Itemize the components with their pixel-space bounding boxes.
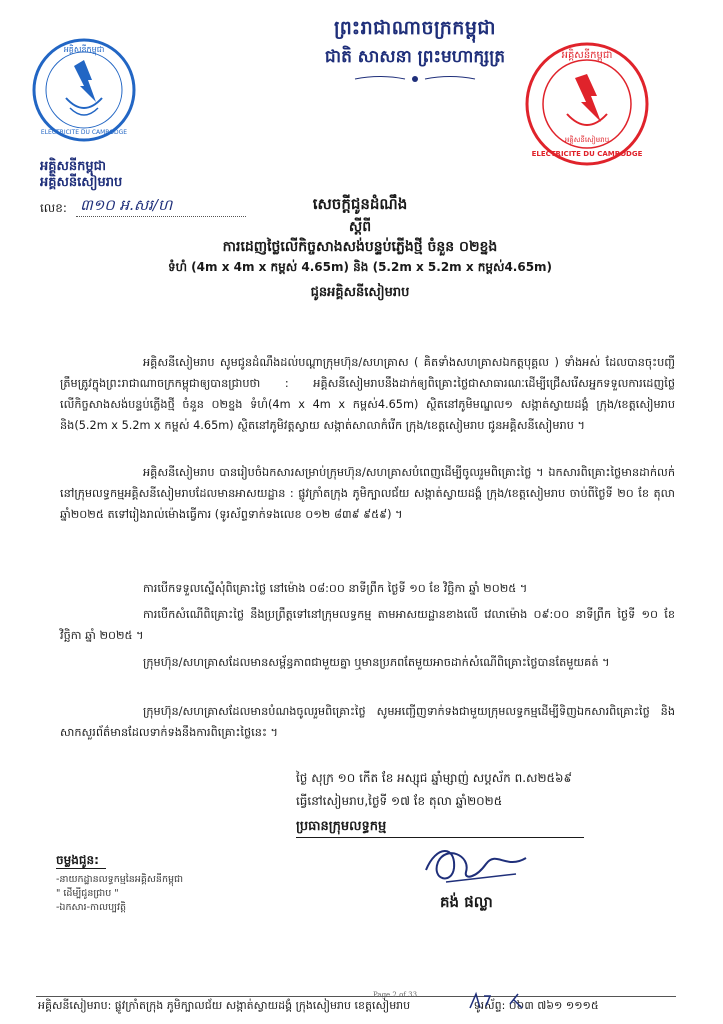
copy-to-item: " ដើម្បីជូនជ្រាប ": [56, 888, 119, 899]
motto-ornament: [350, 74, 480, 84]
logo-text: ELECTRICITE DU CAMBODGE: [40, 129, 128, 136]
body-paragraph-1: អគ្គិសនីសៀមរាប សូមជូនដំណឹងដល់បណ្តាក្រុមហ៊ុន/សហគ្រាស ( គិតទាំងសហគ្រាសឯកត្តបុគ្គល ) ទាំងអស់ ដែលបានចុះបញ្ជីត្រឹមត្រូវក្នុងព្រះរាជាណាចក្រកម្ពុជាឲ្យបានជ្រាបថា : អគ្គិសនីសៀមរាបនឹងដាក់ឲ្យពិគ្រោះថ្លៃជាសាធារណៈដើម្បីជ្រើសរើសអ្នកទទួលការដេញថ្លៃលើកិច្ចសាងសង់បន្ទប់ភ្លើងថ្មី ចំនួន ០២ខ្នង ទំហំ(4m x 4m x កម្ពស់4.65m) ស្ថិតនៅភូមិមណ្ឌល១ សង្កាត់ស្វាយដង្គំ ក្រុង/ខេត្តសៀមរាប និង(5.2m x 5.2m x កម្ពស់ 4.65m) ស្ថិតនៅភូមិវត្តស្វាយ សង្កាត់សាលាកំរើក ក្រុង/ខេត្តសៀមរាប ជូនអគ្គិសនីសៀមរាប ។: [60, 356, 675, 432]
body-paragraph-5: ក្រុមហ៊ុន/សហគ្រាសដែលមានសម្ព័ន្ធភាពជាមួយគ្នា ឬមានប្រភពតែមួយអាចដាក់សំណើពិគ្រោះថ្លៃបានតែមួយគត់ ។: [143, 656, 610, 669]
footer-divider: [36, 996, 676, 997]
body-paragraph-3: ការបើកទទួលស្នើសុំពិគ្រោះថ្លៃ នៅម៉ោង ០៨:០០ នាទីព្រឹក ថ្ងៃទី ១០ ខែ វិច្ឆិកា ឆ្នាំ ២០២៥ ។: [143, 582, 528, 595]
copy-to-item: -នាយកដ្ឋានលទ្ធកម្មនៃអគ្គិសនីកម្ពុជា: [56, 874, 184, 885]
body-paragraph-6: ក្រុមហ៊ុន/សហគ្រាសដែលមានបំណងចូលរួមពិគ្រោះថ្លៃ សូមអញ្ជើញទាក់ទងជាមួយក្រុមលទ្ធកម្មដើម្បីទិញឯកសារពិគ្រោះថ្លៃ និងសាកសួរព័ត៌មានដែលទាក់ទងនឹងការពិគ្រោះថ្លៃនេះ ។: [60, 705, 675, 739]
signer-title-underline: [296, 837, 584, 838]
notice-title: សេចក្តីជូនដំណឹង: [312, 195, 408, 213]
organization-name: អគ្គិសនីកម្ពុជា: [40, 159, 107, 174]
organization-branch: អគ្គិសនីសៀមរាប: [40, 175, 123, 190]
lunar-date: ថ្ងៃ សុក្រ ១០ កើត ខែ អស្សុជ ឆ្នាំម្សាញ់ សប្តស័ក ព.ស២៥៦៩: [296, 771, 573, 785]
page-initials-icon: [466, 990, 536, 1014]
stamp-text-kh: អគ្គិសនីកម្ពុជា: [561, 50, 613, 61]
notice-recipient: ជូនអគ្គិសនីសៀមរាប: [310, 285, 410, 300]
footer-address-text: អគ្គិសនីសៀមរាប: ផ្លូវក្រាំតក្រុង ភូមិក្បាលជ័យ សង្កាត់ស្វាយដង្គំ ក្រុងសៀមរាប ខេត្តសៀមរាប: [38, 999, 411, 1012]
body-paragraph-2: អគ្គិសនីសៀមរាប បានរៀបចំឯកសារសម្រាប់ក្រុមហ៊ុន/សហគ្រាសបំពេញដើម្បីចូលរួមពិគ្រោះថ្លៃ ។ ឯកសារពិគ្រោះថ្លៃមានដាក់លក់នៅក្រុមលទ្ធកម្មអគ្គិសនីសៀមរាបដែលមានអាសយដ្ឋាន : ផ្លូវក្រាំតក្រុង ភូមិក្បាលជ័យ សង្កាត់ស្វាយដង្គំ ក្រុង/ខេត្តសៀមរាប ចាប់ពីថ្ងៃទី ២០ ខែ តុលា ឆ្នាំ២០២៥ តទៅរៀងរាល់ម៉ោងធ្វើការ (ទូរស័ព្ទទាក់ទងលេខ ០១២ ៨៣៩ ៩៥៩) ។: [60, 466, 675, 521]
handwritten-signature-icon: [416, 840, 536, 890]
signer-name: គង់ ផល្លា: [440, 893, 493, 911]
copy-to-item: -ឯកសារ-កាលប្បវត្តិ: [56, 902, 126, 913]
stamp-text: ELECTRICITE DU CAMBODGE: [531, 150, 643, 158]
logo-text-kh: អគ្គិសនីកម្ពុជា: [63, 45, 105, 54]
notice-subject-label: ស្តីពី: [348, 219, 372, 235]
notice-dimensions: ទំហំ (4m x 4m x កម្ពស់ 4.65m) និង (5.2m x 5.2m x កម្ពស់4.65m): [167, 260, 553, 274]
footer-phone: ទូរស័ព្ទ: ០៦៣ ៧៦១ ១១១៥: [473, 999, 599, 1012]
reference-label: លេខ:: [40, 201, 67, 215]
copy-to-underline: [56, 868, 106, 869]
solar-date: ធ្វើនៅសៀមរាប,ថ្ងៃទី ១៧ ខែ តុលា ឆ្នាំ២០២៥: [296, 794, 503, 808]
signer-title: ប្រធានក្រុមលទ្ធកម្ម: [296, 819, 387, 834]
page-number: Page 2 of 33: [373, 991, 418, 999]
reference-number: ៣១០ អ.សរ/ហ: [80, 196, 173, 214]
national-motto: ជាតិ សាសនា ព្រះមហាក្សត្រ: [324, 47, 506, 67]
stamp-branch-kh: អគ្គិសនីសៀមរាប: [564, 136, 610, 144]
official-stamp-icon: [523, 40, 651, 168]
copy-to-label: ចម្លងជូន:: [56, 853, 99, 867]
kingdom-title: ព្រះរាជាណាចក្រកម្ពុជា: [334, 17, 496, 39]
notice-subject: ការដេញថ្លៃលើកិច្ចសាងសង់បន្ទប់ភ្លើងថ្មី ចំនួន ០២ខ្នង: [222, 239, 498, 255]
body-paragraph-4: ការបើកសំណើពិគ្រោះថ្លៃ នឹងប្រព្រឹត្តទៅនៅក្រុមលទ្ធកម្ម តាមអាសយដ្ឋានខាងលើ វេលាម៉ោង ០៩:០០ នាទីព្រឹក ថ្ងៃទី ១០ ខែ វិច្ឆិកា ឆ្នាំ ២០២៥ ។: [60, 608, 675, 642]
edc-logo-icon: [30, 36, 138, 144]
